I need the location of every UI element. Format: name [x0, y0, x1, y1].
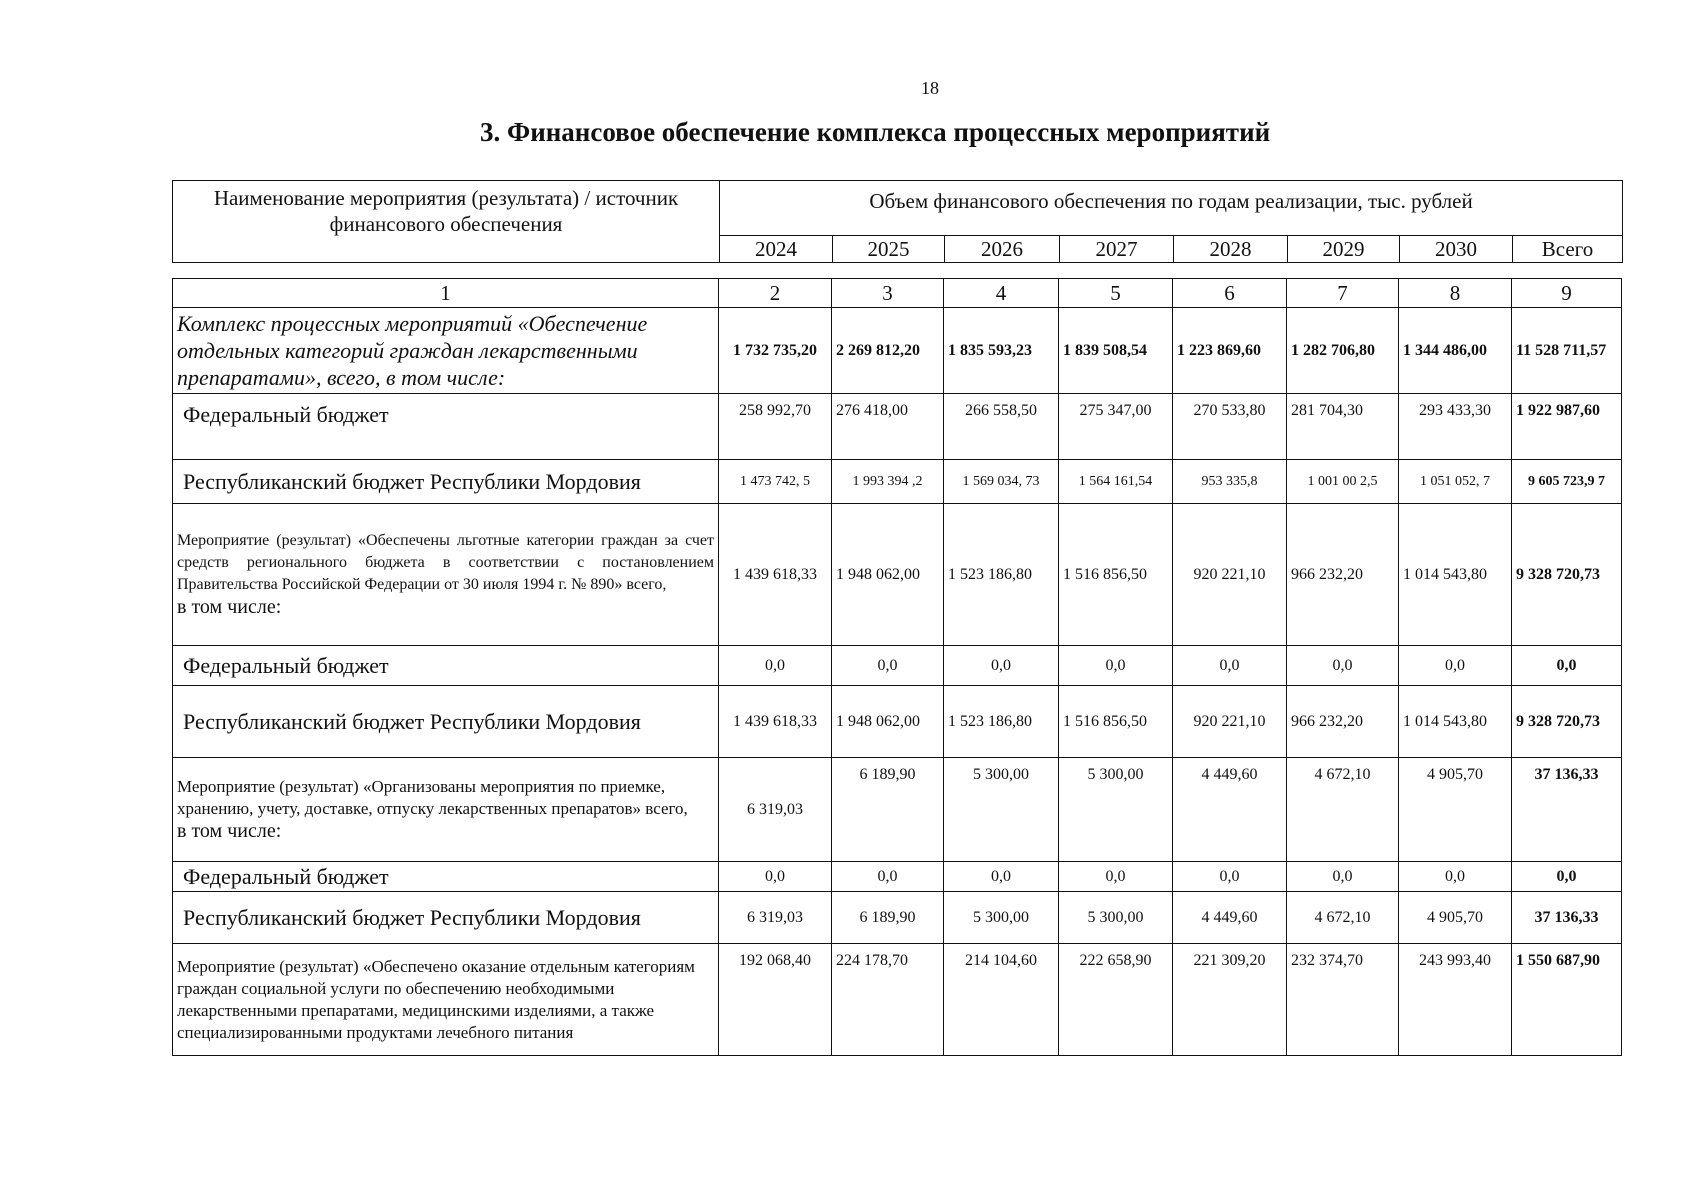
value-cell: 4 905,70 [1399, 892, 1512, 944]
year-header: 2028 [1174, 236, 1288, 263]
value-cell: 214 104,60 [944, 944, 1059, 1056]
value-cell: 232 374,70 [1287, 944, 1399, 1056]
column-number: 8 [1399, 279, 1512, 308]
value-cell: 1 001 00 2,5 [1287, 460, 1399, 504]
value-cell: 0,0 [832, 862, 944, 892]
event-description: Мероприятие (результат) «Обеспечены льготные категории граждан за счет средств регионального бюджета в соответствии с постановлением Правительства Российской Федерации от 30 июля 1994 г. № 890» всего, [177, 531, 714, 593]
value-cell: 1 839 508,54 [1059, 308, 1173, 394]
row-name: Республиканский бюджет Республики Мордовия [173, 686, 719, 758]
table-row [173, 504, 1622, 646]
value-cell: 5 300,00 [1059, 892, 1173, 944]
value-cell: 222 658,90 [1059, 944, 1173, 1056]
column-number: 5 [1059, 279, 1173, 308]
value-cell: 0,0 [719, 646, 832, 686]
value-cell: 1 993 394 ,2 [832, 460, 944, 504]
value-cell: 1 516 856,50 [1059, 504, 1173, 646]
row-name [173, 758, 719, 862]
page-number: 18 [921, 78, 939, 98]
value-cell: 1 835 593,23 [944, 308, 1059, 394]
value-cell: 1 473 742, 5 [719, 460, 832, 504]
value-cell: 1 948 062,00 [832, 686, 944, 758]
value-cell: 966 232,20 [1287, 504, 1399, 646]
value-cell: 4 449,60 [1173, 892, 1287, 944]
column-number: 2 [719, 279, 832, 308]
value-cell: 276 418,00 [832, 394, 944, 460]
value-cell: 1 223 869,60 [1173, 308, 1287, 394]
year-header: 2027 [1060, 236, 1174, 263]
table-row [173, 944, 1622, 1056]
total-cell: 1 922 987,60 [1512, 394, 1622, 460]
value-cell: 293 433,30 [1399, 394, 1512, 460]
total-cell: 1 550 687,90 [1512, 944, 1622, 1056]
value-cell: 0,0 [1399, 646, 1512, 686]
value-cell: 0,0 [944, 862, 1059, 892]
value-cell: 192 068,40 [719, 944, 832, 1056]
total-cell: 9 605 723,9 7 [1512, 460, 1622, 504]
value-cell: 1 439 618,33 [719, 504, 832, 646]
total-cell: 37 136,33 [1512, 758, 1622, 862]
value-cell: 1 569 034, 73 [944, 460, 1059, 504]
value-cell: 5 300,00 [1059, 758, 1173, 862]
event-description: Мероприятие (результат) «Организованы мероприятия по приемке, хранению, учету, доставке, отпуску лекарственных препаратов» всего, [177, 777, 688, 818]
table-row [173, 686, 1622, 758]
value-cell: 1 523 186,80 [944, 686, 1059, 758]
year-header: 2026 [945, 236, 1060, 263]
value-cell: 4 449,60 [1173, 758, 1287, 862]
value-cell: 4 905,70 [1399, 758, 1512, 862]
row-name: Республиканский бюджет Республики Мордовия [173, 460, 719, 504]
value-cell: 6 189,90 [832, 892, 944, 944]
value-cell: 281 704,30 [1287, 394, 1399, 460]
total-cell: 0,0 [1512, 862, 1622, 892]
value-cell: 1 523 186,80 [944, 504, 1059, 646]
value-cell: 966 232,20 [1287, 686, 1399, 758]
value-cell: 0,0 [944, 646, 1059, 686]
year-header: 2025 [833, 236, 945, 263]
value-cell: 4 672,10 [1287, 758, 1399, 862]
financing-table [172, 278, 1622, 1056]
value-cell: 6 189,90 [832, 758, 944, 862]
value-cell: 0,0 [1287, 646, 1399, 686]
value-cell: 1 948 062,00 [832, 504, 944, 646]
value-cell: 953 335,8 [1173, 460, 1287, 504]
value-cell: 5 300,00 [944, 758, 1059, 862]
event-subtotal-label: в том числе: [177, 595, 282, 618]
table-row [173, 862, 1622, 892]
year-header: 2029 [1288, 236, 1400, 263]
value-cell: 275 347,00 [1059, 394, 1173, 460]
column-numbers-row [173, 279, 1622, 308]
row-name: Мероприятие (результат) «Обеспечено оказание отдельным категориям граждан социальной услуги по обеспечению необходимыми лекарственными препаратами, медицинскими изделиями, а также специализированными продуктами лечебного питания [173, 944, 719, 1056]
row-name: Республиканский бюджет Республики Мордовия [173, 892, 719, 944]
value-cell: 6 319,03 [719, 758, 832, 862]
total-cell: 9 328 720,73 [1512, 686, 1622, 758]
value-cell: 1 282 706,80 [1287, 308, 1399, 394]
table-row [173, 460, 1622, 504]
row-name: Федеральный бюджет [173, 394, 719, 460]
value-cell: 0,0 [1173, 862, 1287, 892]
volume-column-header: Объем финансового обеспечения по годам реализации, тыс. рублей [720, 181, 1623, 236]
total-cell: 0,0 [1512, 646, 1622, 686]
total-cell: 9 328 720,73 [1512, 504, 1622, 646]
column-number: 4 [944, 279, 1059, 308]
value-cell: 1 344 486,00 [1399, 308, 1512, 394]
value-cell: 0,0 [1173, 646, 1287, 686]
value-cell: 0,0 [1399, 862, 1512, 892]
total-cell: 11 528 711,57 [1512, 308, 1622, 394]
value-cell: 1 439 618,33 [719, 686, 832, 758]
value-cell: 5 300,00 [944, 892, 1059, 944]
value-cell: 270 533,80 [1173, 394, 1287, 460]
value-cell: 1 014 543,80 [1399, 686, 1512, 758]
row-name [173, 504, 719, 646]
row-name: Федеральный бюджет [173, 646, 719, 686]
table-row [173, 394, 1622, 460]
value-cell: 221 309,20 [1173, 944, 1287, 1056]
year-header: 2024 [720, 236, 833, 263]
value-cell: 266 558,50 [944, 394, 1059, 460]
column-number: 7 [1287, 279, 1399, 308]
value-cell: 258 992,70 [719, 394, 832, 460]
value-cell: 920 221,10 [1173, 686, 1287, 758]
value-cell: 1 564 161,54 [1059, 460, 1173, 504]
table-row [173, 892, 1622, 944]
value-cell: 4 672,10 [1287, 892, 1399, 944]
value-cell: 0,0 [1059, 646, 1173, 686]
table-row [173, 308, 1622, 394]
year-header: 2030 [1400, 236, 1513, 263]
column-number: 6 [1173, 279, 1287, 308]
table-header [172, 180, 1623, 263]
column-number: 9 [1512, 279, 1622, 308]
column-number: 3 [832, 279, 944, 308]
value-cell: 1 014 543,80 [1399, 504, 1512, 646]
value-cell: 0,0 [719, 862, 832, 892]
value-cell: 0,0 [1059, 862, 1173, 892]
column-number: 1 [173, 279, 719, 308]
value-cell: 243 993,40 [1399, 944, 1512, 1056]
value-cell: 0,0 [832, 646, 944, 686]
value-cell: 1 051 052, 7 [1399, 460, 1512, 504]
total-cell: 37 136,33 [1512, 892, 1622, 944]
row-name: Федеральный бюджет [173, 862, 719, 892]
event-subtotal-label: в том числе: [177, 820, 282, 842]
page-title: 3. Финансовое обеспечение комплекса процессных мероприятий [480, 117, 1271, 147]
table-row [173, 646, 1622, 686]
table-row [173, 758, 1622, 862]
value-cell: 2 269 812,20 [832, 308, 944, 394]
value-cell: 224 178,70 [832, 944, 944, 1056]
total-header: Всего [1513, 236, 1623, 263]
value-cell: 0,0 [1287, 862, 1399, 892]
row-name: Комплекс процессных мероприятий «Обеспечение отдельных категорий граждан лекарственными препаратами», всего, в том числе: [173, 308, 719, 394]
name-column-header: Наименование мероприятия (результата) / источник финансового обеспечения [173, 181, 720, 263]
value-cell: 1 516 856,50 [1059, 686, 1173, 758]
value-cell: 920 221,10 [1173, 504, 1287, 646]
value-cell: 6 319,03 [719, 892, 832, 944]
value-cell: 1 732 735,20 [719, 308, 832, 394]
